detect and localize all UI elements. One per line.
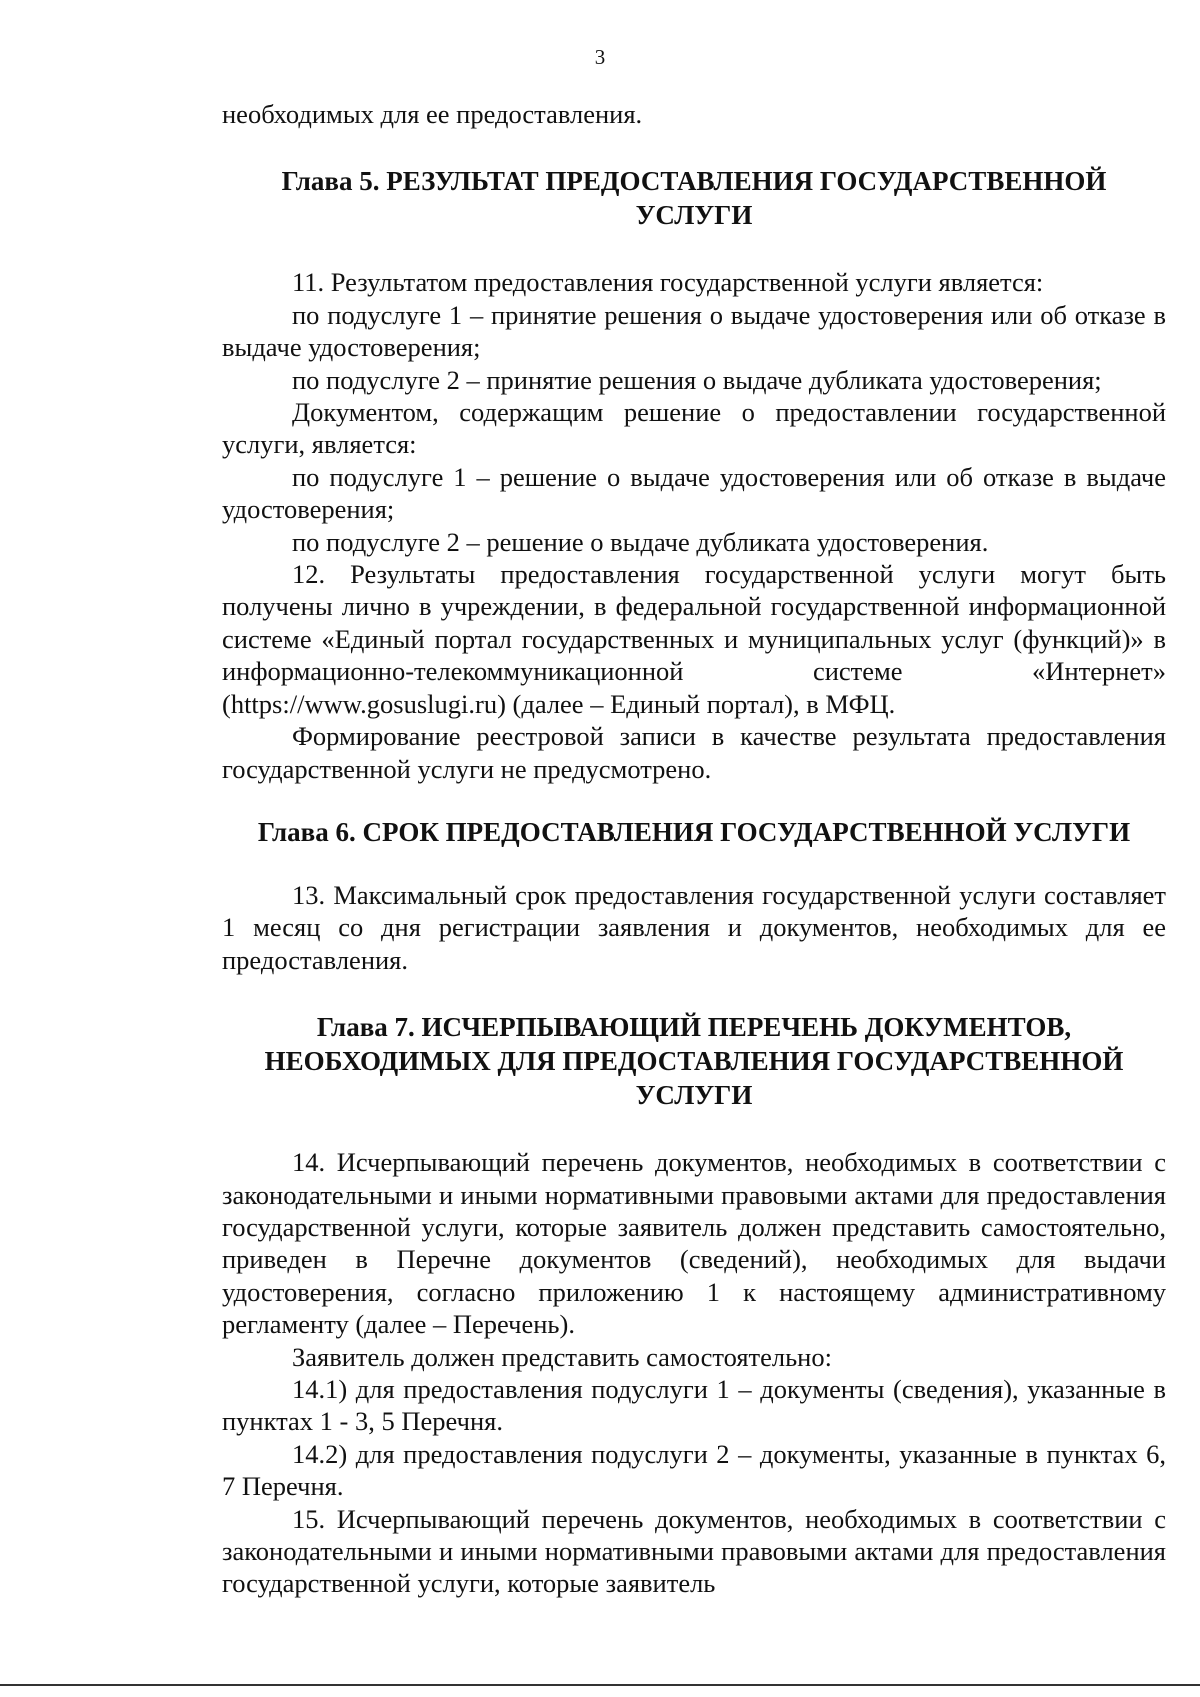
bottom-scan-edge [0, 1684, 1200, 1686]
paragraph-11-document: Документом, содержащим решение о предоставлении государственной услуги, является: [222, 397, 1166, 460]
paragraph-continuation: необходимых для ее предоставления. [222, 99, 643, 129]
paragraph-14-1: 14.1) для предоставления подуслуги 1 – документы (сведения), указанные в пунктах 1 - 3, 5 Перечня. [222, 1373, 1166, 1437]
paragraph-11-subservice-2: по подуслуге 2 – принятие решения о выдаче дубликата удостоверения; [292, 364, 1102, 395]
paragraph-14-2: 14.2) для предоставления подуслуги 2 – документы, указанные в пунктах 6, 7 Перечня. [222, 1438, 1166, 1502]
chapter-6-heading-line-1: Глава 6. СРОК ПРЕДОСТАВЛЕНИЯ ГОСУДАРСТВЕННОЙ УСЛУГИ [257, 816, 1131, 847]
paragraph-13: 13. Максимальный срок предоставления государственной услуги составляет 1 месяц со дня регистрации заявления и документов, необходимых для ее предоставления. [222, 879, 1166, 975]
paragraph-12-registry: Формирование реестровой записи в качестве результата предоставления государственной услуги не предусмотрено. [222, 721, 1166, 784]
chapter-7-heading-line-2: НЕОБХОДИМЫХ ДЛЯ ПРЕДОСТАВЛЕНИЯ ГОСУДАРСТВЕННОЙ [264, 1046, 1124, 1077]
paragraph-11-document-subservice-1: по подуслуге 1 – решение о выдаче удостоверения или об отказе в выдаче удостоверения; [222, 461, 1166, 525]
chapter-7-heading-line-3: УСЛУГИ [635, 1080, 753, 1111]
chapter-5-heading-line-2: УСЛУГИ [635, 200, 753, 231]
paragraph-15: 15. Исчерпывающий перечень документов, необходимых в соответствии с законодательными и иными нормативными правовыми актами для предоставления государственной услуги, которые заявитель [222, 1503, 1166, 1599]
paragraph-11: 11. Результатом предоставления государственной услуги является: [292, 267, 1044, 298]
paragraph-11-subservice-1: по подуслуге 1 – принятие решения о выдаче удостоверения или об отказе в выдаче удостоверения; [222, 299, 1166, 363]
chapter-7-heading-line-1: Глава 7. ИСЧЕРПЫВАЮЩИЙ ПЕРЕЧЕНЬ ДОКУМЕНТОВ, [316, 1012, 1072, 1043]
chapter-5-heading [222, 164, 1166, 232]
paragraph-14: 14. Исчерпывающий перечень документов, необходимых в соответствии с законодательными и иными нормативными правовыми актами для предоставления государственной услуги, которые заявитель должен представить самостоятельно, приведен в Перечне документов (сведений), необходимых для выдачи удостоверения, согласно приложению 1 к настоящему административному регламенту (далее – Перечень). [222, 1147, 1166, 1340]
chapter-5-heading-line-1: Глава 5. РЕЗУЛЬТАТ ПРЕДОСТАВЛЕНИЯ ГОСУДАРСТВЕННОЙ [281, 166, 1107, 197]
chapter-7-heading [222, 1010, 1166, 1112]
paragraph-12: 12. Результаты предоставления государственной услуги могут быть получены лично в учреждении, в федеральной государственной информационной системе «Единый портал государственных и муниципальных услуг (функций)» в информационно-телекоммуникационной системе «Интернет» (https://www.gosuslugi.ru) (далее – Единый портал), в МФЦ. [222, 559, 1166, 719]
chapter-6-heading [222, 815, 1166, 849]
paragraph-14-intro: Заявитель должен представить самостоятельно: [292, 1341, 832, 1372]
paragraph-11-document-subservice-2: по подуслуге 2 – решение о выдаче дубликата удостоверения. [292, 526, 989, 557]
page-number: 3 [594, 45, 606, 69]
document-body [222, 98, 1166, 1600]
